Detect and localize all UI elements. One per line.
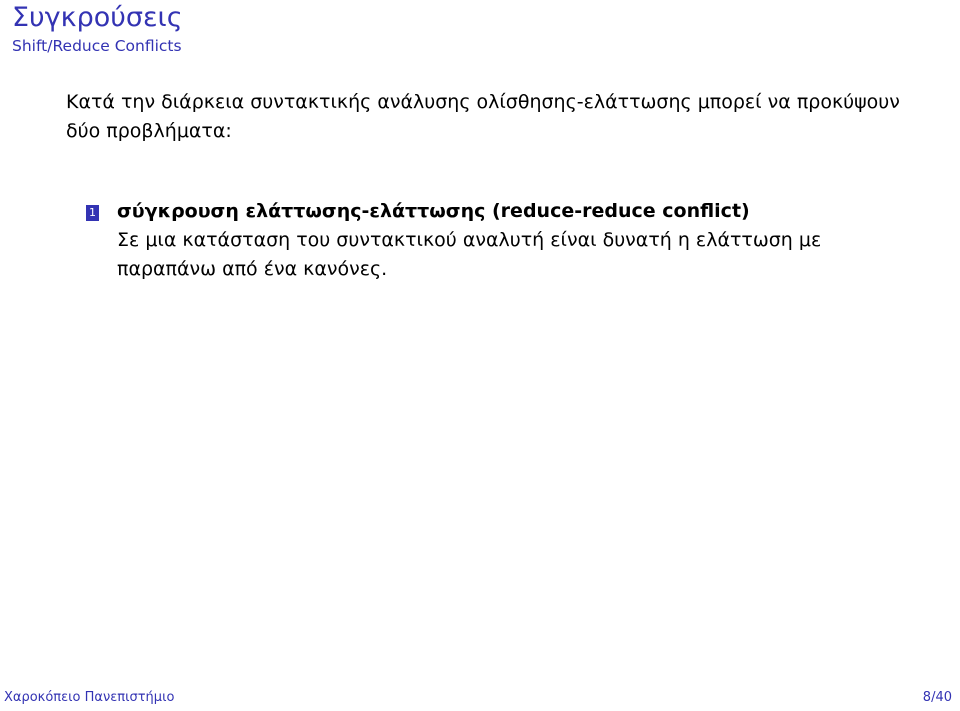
footer-institution: Χαροκόπειο Πανεπιστήμιο — [4, 690, 175, 705]
enumerated-list — [86, 196, 926, 284]
intro-paragraph: Κατά την διάρκεια συντακτικής ανάλυσης ολίσθησης-ελάττωσης μπορεί να προκύψουν δύο προβλήματα: — [66, 91, 900, 142]
page-number: 8/40 — [922, 690, 952, 705]
slide-title: Συγκρούσεις — [12, 2, 183, 33]
list-item-heading: σύγκρουση ελάττωσης-ελάττωσης (reduce-reduce conflict) — [117, 200, 750, 222]
list-item — [86, 196, 926, 284]
enumeration-marker: 1 — [86, 205, 99, 221]
list-item-body: Σε μια κατάσταση του συντακτικού αναλυτή είναι δυνατή η ελάττωση με παραπάνω από ένα κανόνες. — [117, 229, 822, 280]
slide-subtitle: Shift/Reduce Conflicts — [12, 37, 182, 55]
